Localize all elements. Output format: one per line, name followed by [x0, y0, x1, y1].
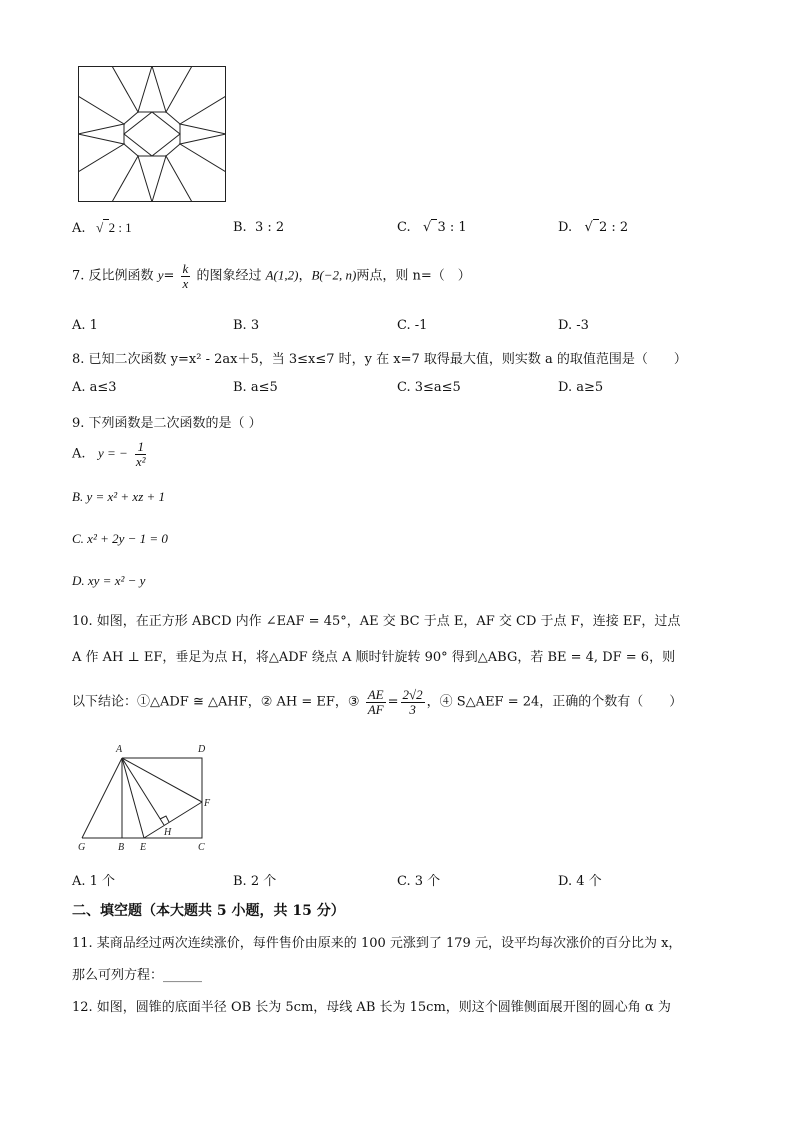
q8-question: 8. 已知二次函数 y=x² - 2ax＋5，当 3≤x≤7 时，y 在 x=7 取得最大值，则实数 a 的取值范围是（ ） — [72, 352, 687, 367]
q8-option-b[interactable]: B. a≤5 — [233, 380, 278, 395]
q9-option-a[interactable]: A. y = − $\frac{1}{\text{x²}}$ — [72, 439, 146, 469]
q8-option-d[interactable]: D. a≥5 — [558, 380, 604, 395]
q10-line-3: 以下结论：①△ADF ≅ △AHF，② AH = EF，③ $\frac{AE}{AF}$ = $\frac{2√2}{3}$ ，④ S△AEF = 24，正确的个数有（ ） — [72, 687, 683, 717]
q10-option-c[interactable]: C. 3 个 — [397, 874, 441, 889]
q10-option-b[interactable]: B. 2 个 — [233, 874, 277, 889]
label-d: D — [198, 744, 206, 755]
star-pattern-figure — [78, 66, 226, 202]
label-c: C — [198, 842, 205, 853]
q7-question: 7. 反比例函数 y= $\frac{k}{x}$ 的图象经过 A(1,2)，B(−2, n)两点，则 n=（ ） — [72, 261, 471, 291]
q6-option-d-value: √ 2 : 2 — [576, 220, 629, 235]
q9-option-b[interactable]: B. y = x² + xz + 1 — [72, 489, 166, 504]
label-e: E — [140, 842, 147, 853]
q6-option-c[interactable]: C. √ 3 : 1 — [397, 220, 467, 235]
label-b: B — [118, 842, 125, 853]
label-a: A — [116, 744, 123, 755]
q8-option-a[interactable]: A. a≤3 — [72, 380, 117, 395]
label-f: F — [204, 798, 211, 809]
q9-option-d[interactable]: D. xy = x² − y — [72, 573, 146, 588]
section-title: 二、填空题（本大题共 5 小题，共 15 分） — [72, 903, 345, 919]
q10-option-d[interactable]: D. 4 个 — [558, 874, 602, 889]
q6-option-c-value: √ 3 : 1 — [414, 220, 467, 235]
q10-line-2: A 作 AH ⊥ EF，垂足为点 H，将△ADF 绕点 A 顺时针旋转 90° 得到△ABG，若 BE = 4, DF = 6，则 — [72, 650, 676, 665]
q9-question: 9. 下列函数是二次函数的是（ ） — [72, 416, 262, 431]
q6-option-a[interactable]: A. √ 2 : 1 — [72, 220, 132, 236]
q10-ratio-fraction: $\frac{AE}{AF}$ — [367, 687, 384, 717]
label-g: G — [78, 842, 86, 853]
label-h: H — [164, 827, 172, 838]
q7-option-b[interactable]: B. 3 — [233, 318, 260, 333]
q10-value-fraction: $\frac{2√2}{3}$ — [402, 687, 423, 717]
q7-option-d[interactable]: D. -3 — [558, 318, 589, 333]
q10-option-a[interactable]: A. 1 个 — [72, 874, 116, 889]
square-geometry-figure — [74, 742, 216, 854]
q10-line-1: 10. 如图，在正方形 ABCD 内作 ∠EAF = 45°，AE 交 BC 于点 E，AF 交 CD 于点 F，连接 EF，过点 — [72, 614, 681, 629]
q11-line-2: 那么可列方程：______ — [72, 968, 203, 983]
q9-option-a-fraction: $\frac{1}{\text{x²}}$ — [135, 439, 146, 469]
q7-fraction: $\frac{k}{x}$ — [182, 261, 189, 291]
q12-line-1: 12. 如图，圆锥的底面半径 OB 长为 5cm，母线 AB 长为 15cm，则这个圆锥侧面展开图的圆心角 α 为 — [72, 1000, 671, 1015]
q11-line-1: 11. 某商品经过两次连续涨价，每件售价由原来的 100 元涨到了 179 元，设平均每次涨价的百分比为 x， — [72, 936, 682, 951]
q7-option-c[interactable]: C. -1 — [397, 318, 428, 333]
q7-option-a[interactable]: A. 1 — [72, 318, 98, 333]
q6-option-d[interactable]: D. √ 2 : 2 — [558, 220, 629, 235]
q6-option-b[interactable]: B. 3 : 2 — [233, 220, 285, 235]
q6-option-a-value: √ 2 : 1 — [89, 220, 132, 235]
q8-option-c[interactable]: C. 3≤a≤5 — [397, 380, 461, 395]
q9-option-c[interactable]: C. x² + 2y − 1 = 0 — [72, 531, 168, 546]
